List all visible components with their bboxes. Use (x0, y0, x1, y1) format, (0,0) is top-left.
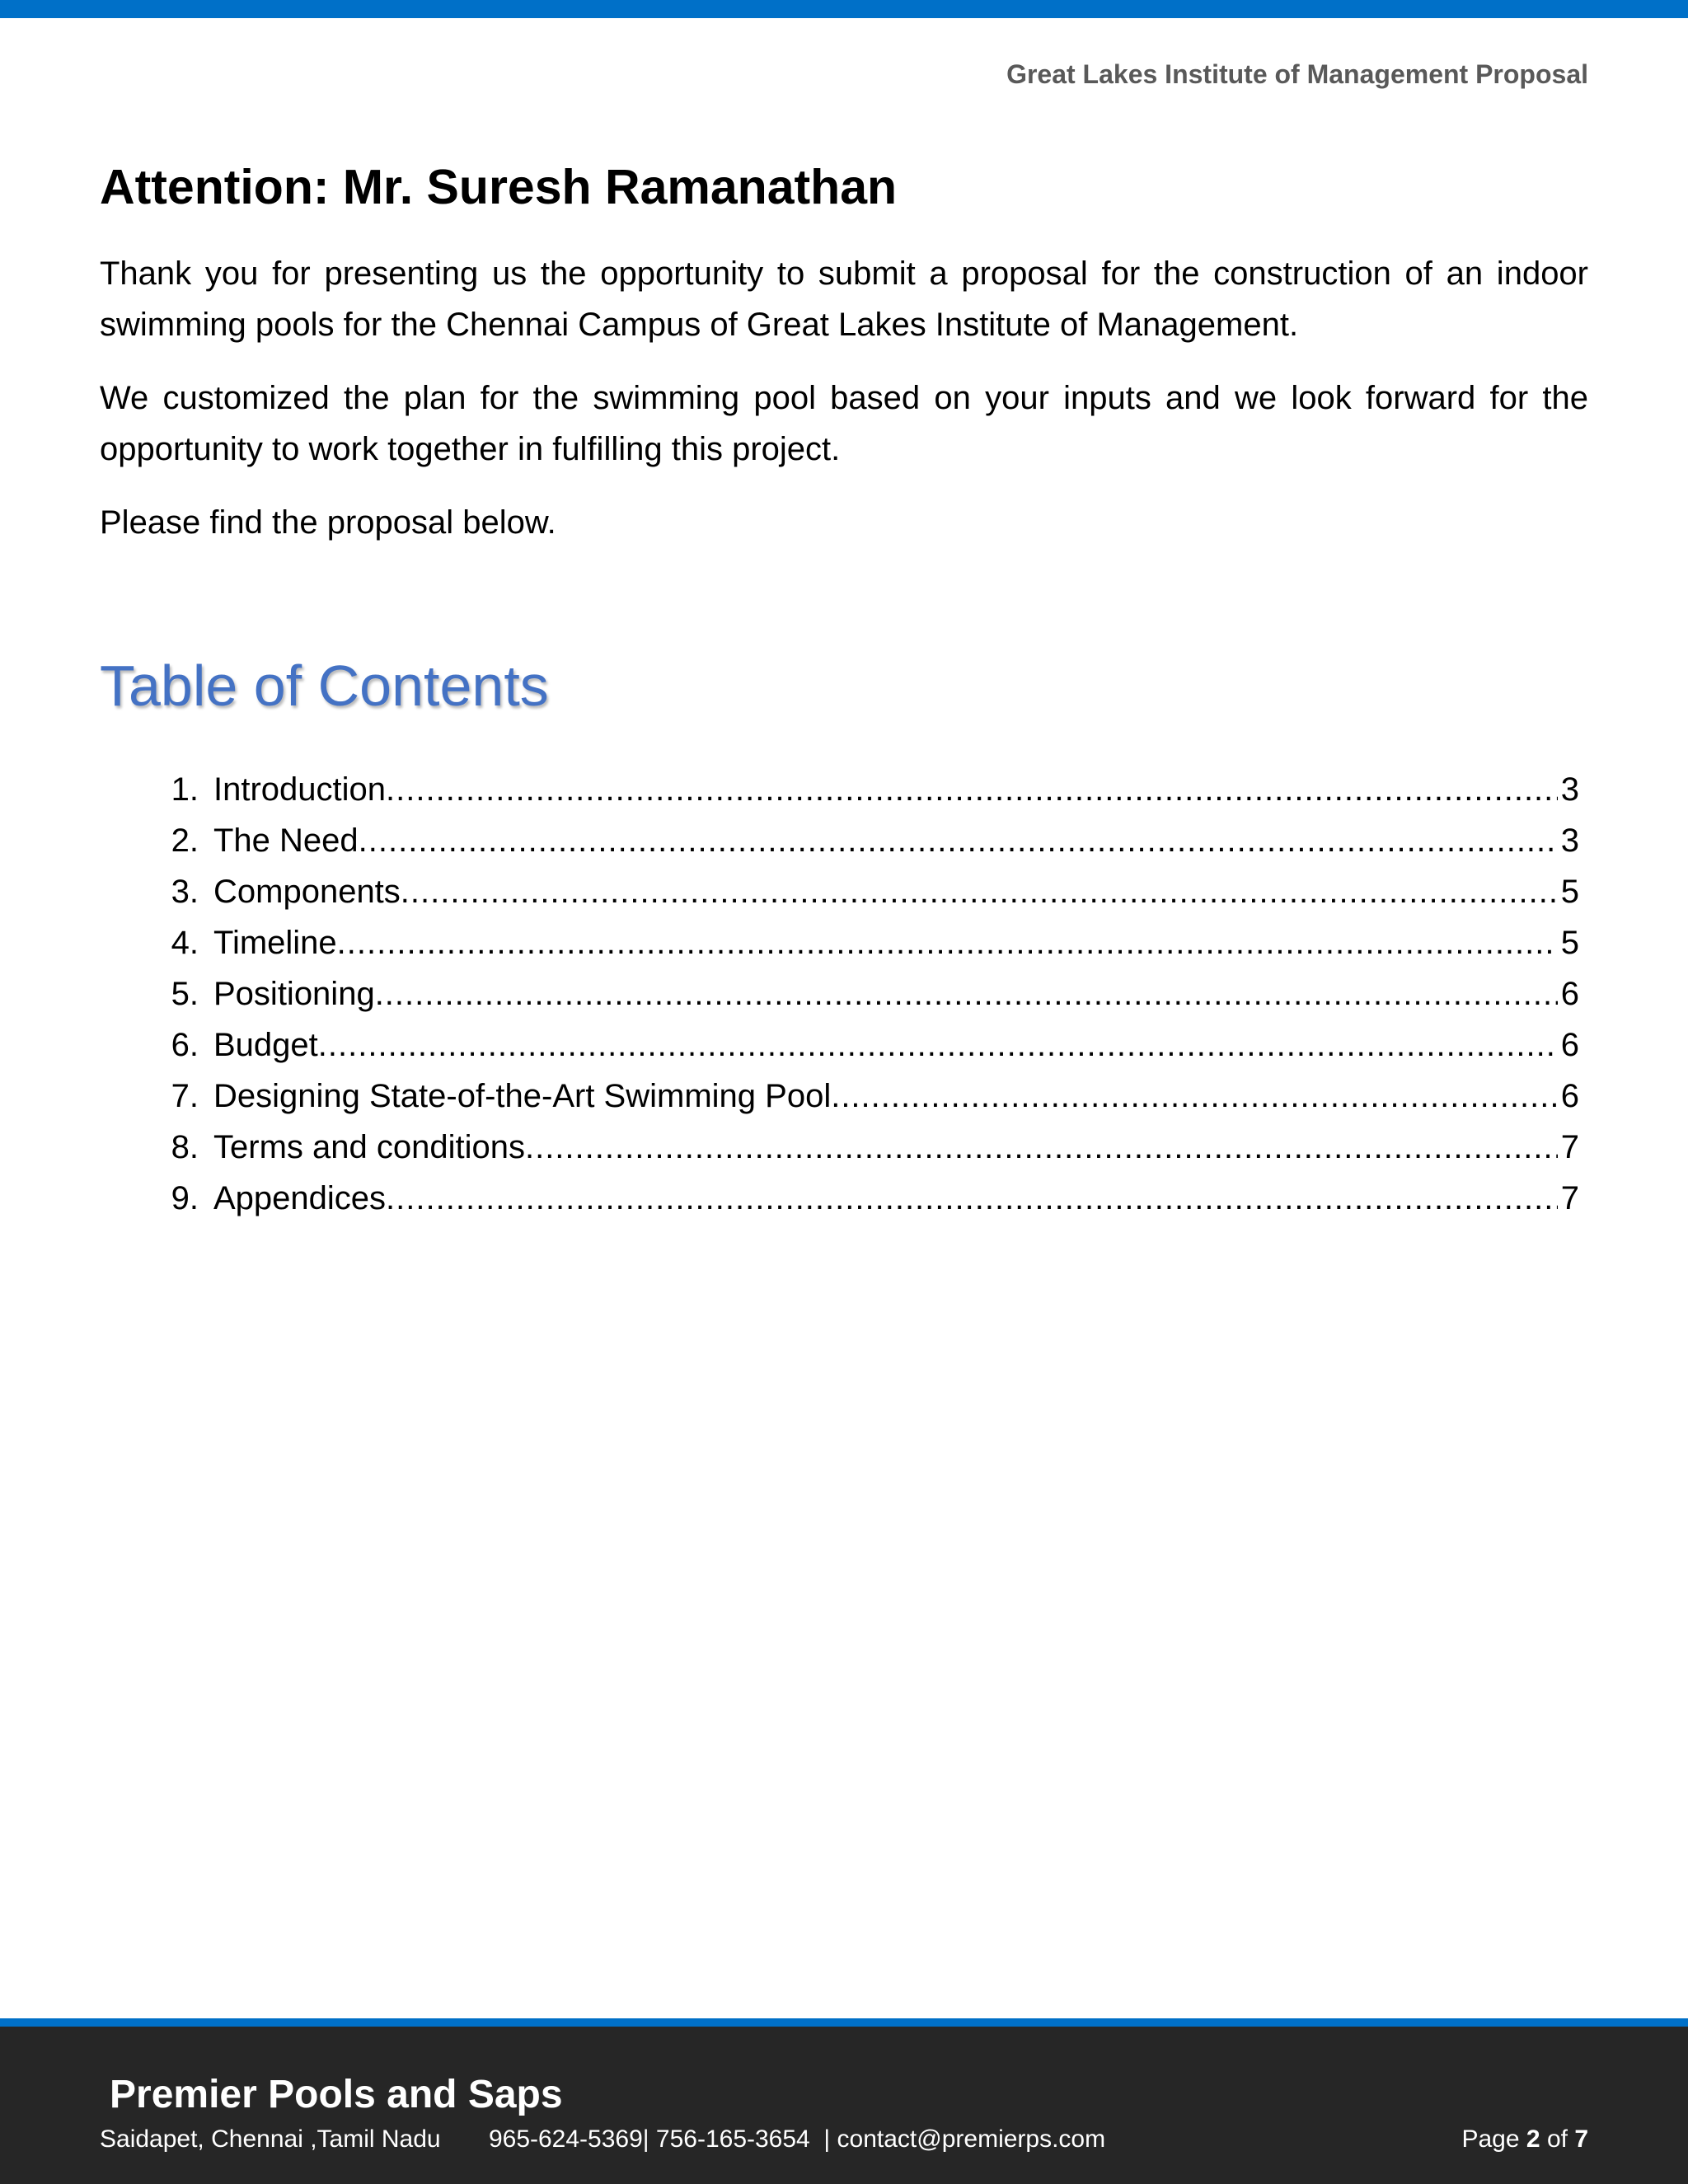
toc-item-budget[interactable] (145, 1019, 1579, 1071)
page-prefix: Page (1461, 2125, 1520, 2153)
toc-item-page: 6 (1560, 976, 1579, 1012)
toc-item-label: Appendices (213, 1180, 387, 1216)
toc-dot-leader (337, 917, 1558, 968)
toc-item-label: Introduction (213, 771, 387, 808)
toc-item-page: 3 (1560, 771, 1579, 808)
toc-item-number: 5. (171, 976, 199, 1012)
toc-item-label: Positioning (213, 976, 375, 1012)
footer-contact: Saidapet, Chennai ,Tamil Nadu 965-624-5369| 756-165-3654 | contact@premierps.com (100, 2125, 1106, 2153)
toc-dot-leader (318, 1019, 1558, 1071)
plan-paragraph: We customized the plan for the swimming pool based on your inputs and we look forward for the opportunity to work together in fulfilling this project. (100, 380, 1588, 467)
page-of: of (1546, 2125, 1568, 2153)
toc-dot-leader (359, 815, 1558, 866)
toc-item-page: 6 (1560, 1027, 1579, 1063)
top-accent-bar (0, 0, 1688, 18)
toc-item-page: 7 (1560, 1129, 1579, 1165)
footer-accent-line (0, 2018, 1688, 2027)
toc-item-page: 7 (1560, 1180, 1579, 1216)
toc-list (145, 764, 1579, 1224)
toc-item-number: 3. (171, 874, 199, 910)
toc-dot-leader (386, 1173, 1558, 1224)
toc-item-label: Timeline (213, 925, 337, 961)
toc-item-label: Components (213, 874, 401, 910)
toc-item-number: 1. (171, 771, 199, 808)
toc-item-number: 6. (171, 1027, 199, 1063)
toc-item-appendices[interactable] (145, 1173, 1579, 1224)
toc-item-positioning[interactable] (145, 968, 1579, 1019)
running-header: Great Lakes Institute of Management Proposal (1006, 59, 1588, 89)
toc-title: Table of Contents (100, 654, 549, 718)
page-total: 7 (1574, 2125, 1588, 2153)
toc-item-label: Terms and conditions (213, 1129, 525, 1165)
toc-item-label: The Need (213, 823, 359, 859)
toc-item-page: 5 (1560, 925, 1579, 961)
toc-dot-leader (401, 866, 1558, 917)
toc-item-timeline[interactable] (145, 917, 1579, 968)
toc-item-number: 7. (171, 1078, 199, 1114)
intro-paragraph: Thank you for presenting us the opportunity to submit a proposal for the construction of an indoor swimming pools for the Chennai Campus of Great Lakes Institute of Management. (100, 255, 1588, 343)
toc-item-components[interactable] (145, 866, 1579, 917)
toc-item-number: 8. (171, 1129, 199, 1165)
toc-item-page: 6 (1560, 1078, 1579, 1114)
toc-dot-leader (525, 1122, 1558, 1173)
attention-line: Attention: Mr. Suresh Ramanathan (100, 160, 898, 214)
toc-dot-leader (375, 968, 1558, 1019)
toc-dot-leader (831, 1071, 1558, 1122)
toc-dot-leader (386, 764, 1558, 815)
toc-item-introduction[interactable] (145, 764, 1579, 815)
footer-address: Saidapet, Chennai ,Tamil Nadu (100, 2125, 441, 2153)
page-number (1461, 2125, 1588, 2154)
proposal-paragraph: Please find the proposal below. (100, 504, 556, 541)
footer-email[interactable]: contact@premierps.com (837, 2125, 1106, 2153)
toc-item-number: 2. (171, 823, 199, 859)
toc-item-number: 4. (171, 925, 199, 961)
toc-item-page: 5 (1560, 874, 1579, 910)
toc-item-the-need[interactable] (145, 815, 1579, 866)
footer-phones: 965-624-5369| 756-165-3654 (488, 2125, 810, 2153)
toc-item-label: Budget (213, 1027, 318, 1063)
page-current: 2 (1526, 2125, 1540, 2153)
toc-item-designing-pool[interactable] (145, 1071, 1579, 1122)
toc-item-page: 3 (1560, 823, 1579, 859)
toc-item-label: Designing State-of-the-Art Swimming Pool (213, 1078, 832, 1114)
toc-item-terms[interactable] (145, 1122, 1579, 1173)
toc-item-number: 9. (171, 1180, 199, 1216)
company-name: Premier Pools and Saps (110, 2073, 563, 2116)
